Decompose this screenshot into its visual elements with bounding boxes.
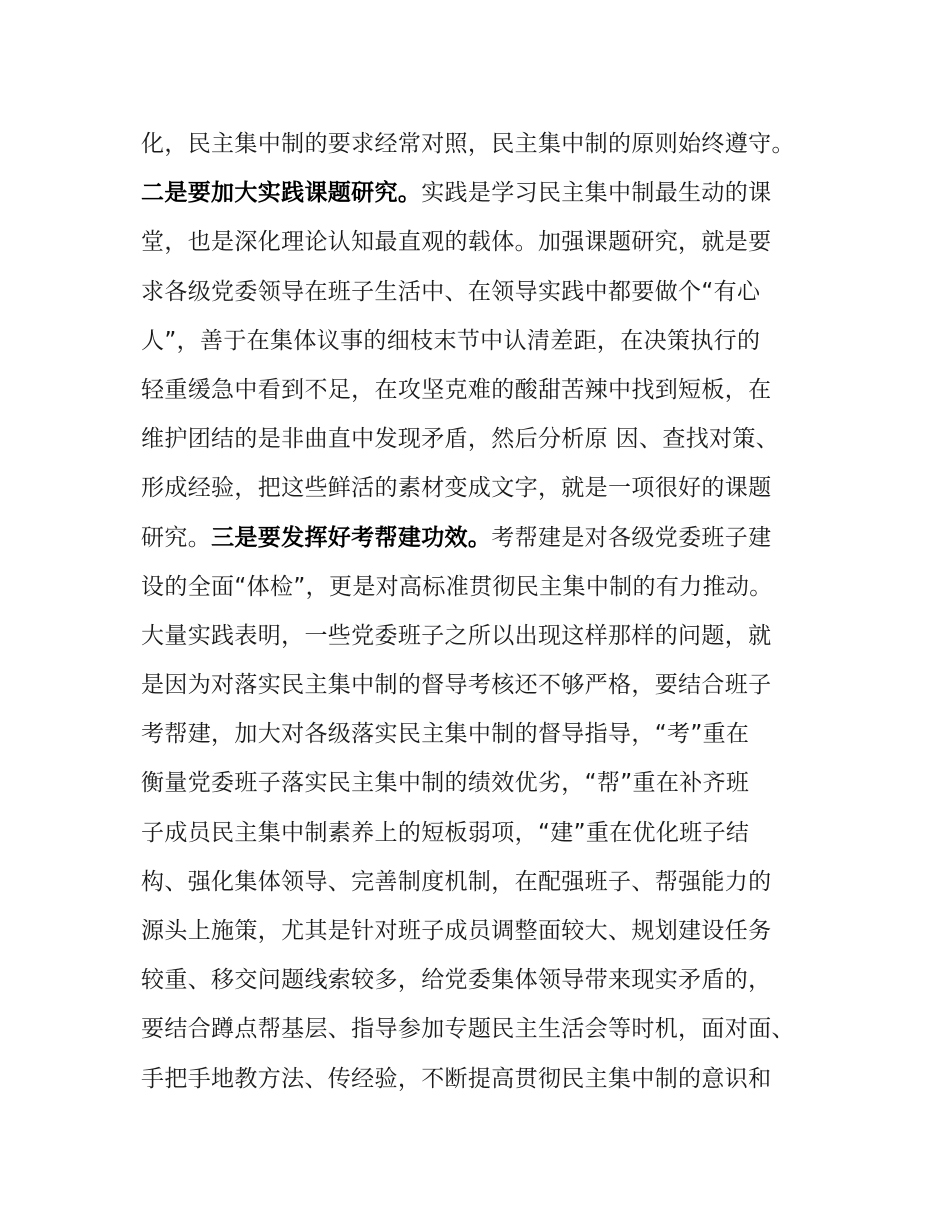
text-line-13: 考帮建，加大对各级落实民主集中制的督导指导，“考”重在	[141, 721, 750, 748]
text-line-4: 求各级党委领导在班子生活中、在领导实践中都要做个“有心	[141, 278, 761, 305]
text-line-19: 要结合蹲点帮基层、指导参加专题民主生活会等时机，面对面、	[141, 1016, 795, 1043]
text-line-5: 人”，善于在集体议事的细枝末节中认清差距，在决策执行的	[141, 327, 761, 354]
text-line-18: 较重、移交问题线索较多，给党委集体领导带来现实矛盾的，	[141, 967, 772, 994]
text-line-11: 大量实践表明，一些党委班子之所以出现这样那样的问题，就	[141, 622, 772, 649]
text-line-10: 设的全面“体检”，更是对高标准贯彻民主集中制的有力推动。	[141, 573, 773, 600]
text-line-16: 构、强化集体领导、完善制度机制，在配强班子、帮强能力的	[141, 868, 772, 895]
text-line-8: 形成经验，把这些鲜活的素材变成文字，就是一项很好的课题	[141, 475, 772, 502]
text-line-15: 子成员民主集中制素养上的短板弱项，“建”重在优化班子结	[141, 819, 750, 846]
text-line-3: 堂，也是深化理论认知最直观的载体。加强课题研究，就是要	[141, 229, 772, 256]
body-text	[141, 120, 841, 1104]
section-heading-3: 三是要发挥好考帮建功效。	[211, 524, 492, 551]
text-line-7: 维护团结的是非曲直中发现矛盾，然后分析原 因、查找对策、	[141, 426, 780, 453]
section-heading-2: 二是要加大实践课题研究。	[141, 180, 422, 207]
text-line-6: 轻重缓急中看到不足，在攻坚克难的酸甜苦辣中找到短板，在	[141, 376, 772, 403]
text-line-2: 二是要加大实践课题研究。实践是学习民主集中制最生动的课	[141, 180, 772, 207]
text-line-9: 研究。三是要发挥好考帮建功效。考帮建是对各级党委班子建	[141, 524, 772, 551]
text-line-14: 衡量党委班子落实民主集中制的绩效优劣，“帮”重在补齐班	[141, 770, 750, 797]
text-line-1: 化，民主集中制的要求经常对照，民主集中制的原则始终遵守。	[141, 131, 795, 157]
text-line-20: 手把手地教方法、传经验，不断提高贯彻民主集中制的意识和	[141, 1065, 772, 1092]
text-line-17: 源头上施策，尤其是针对班子成员调整面较大、规划建设任务	[141, 918, 772, 944]
text-line-12: 是因为对落实民主集中制的督导考核还不够严格，要结合班子	[141, 672, 772, 699]
